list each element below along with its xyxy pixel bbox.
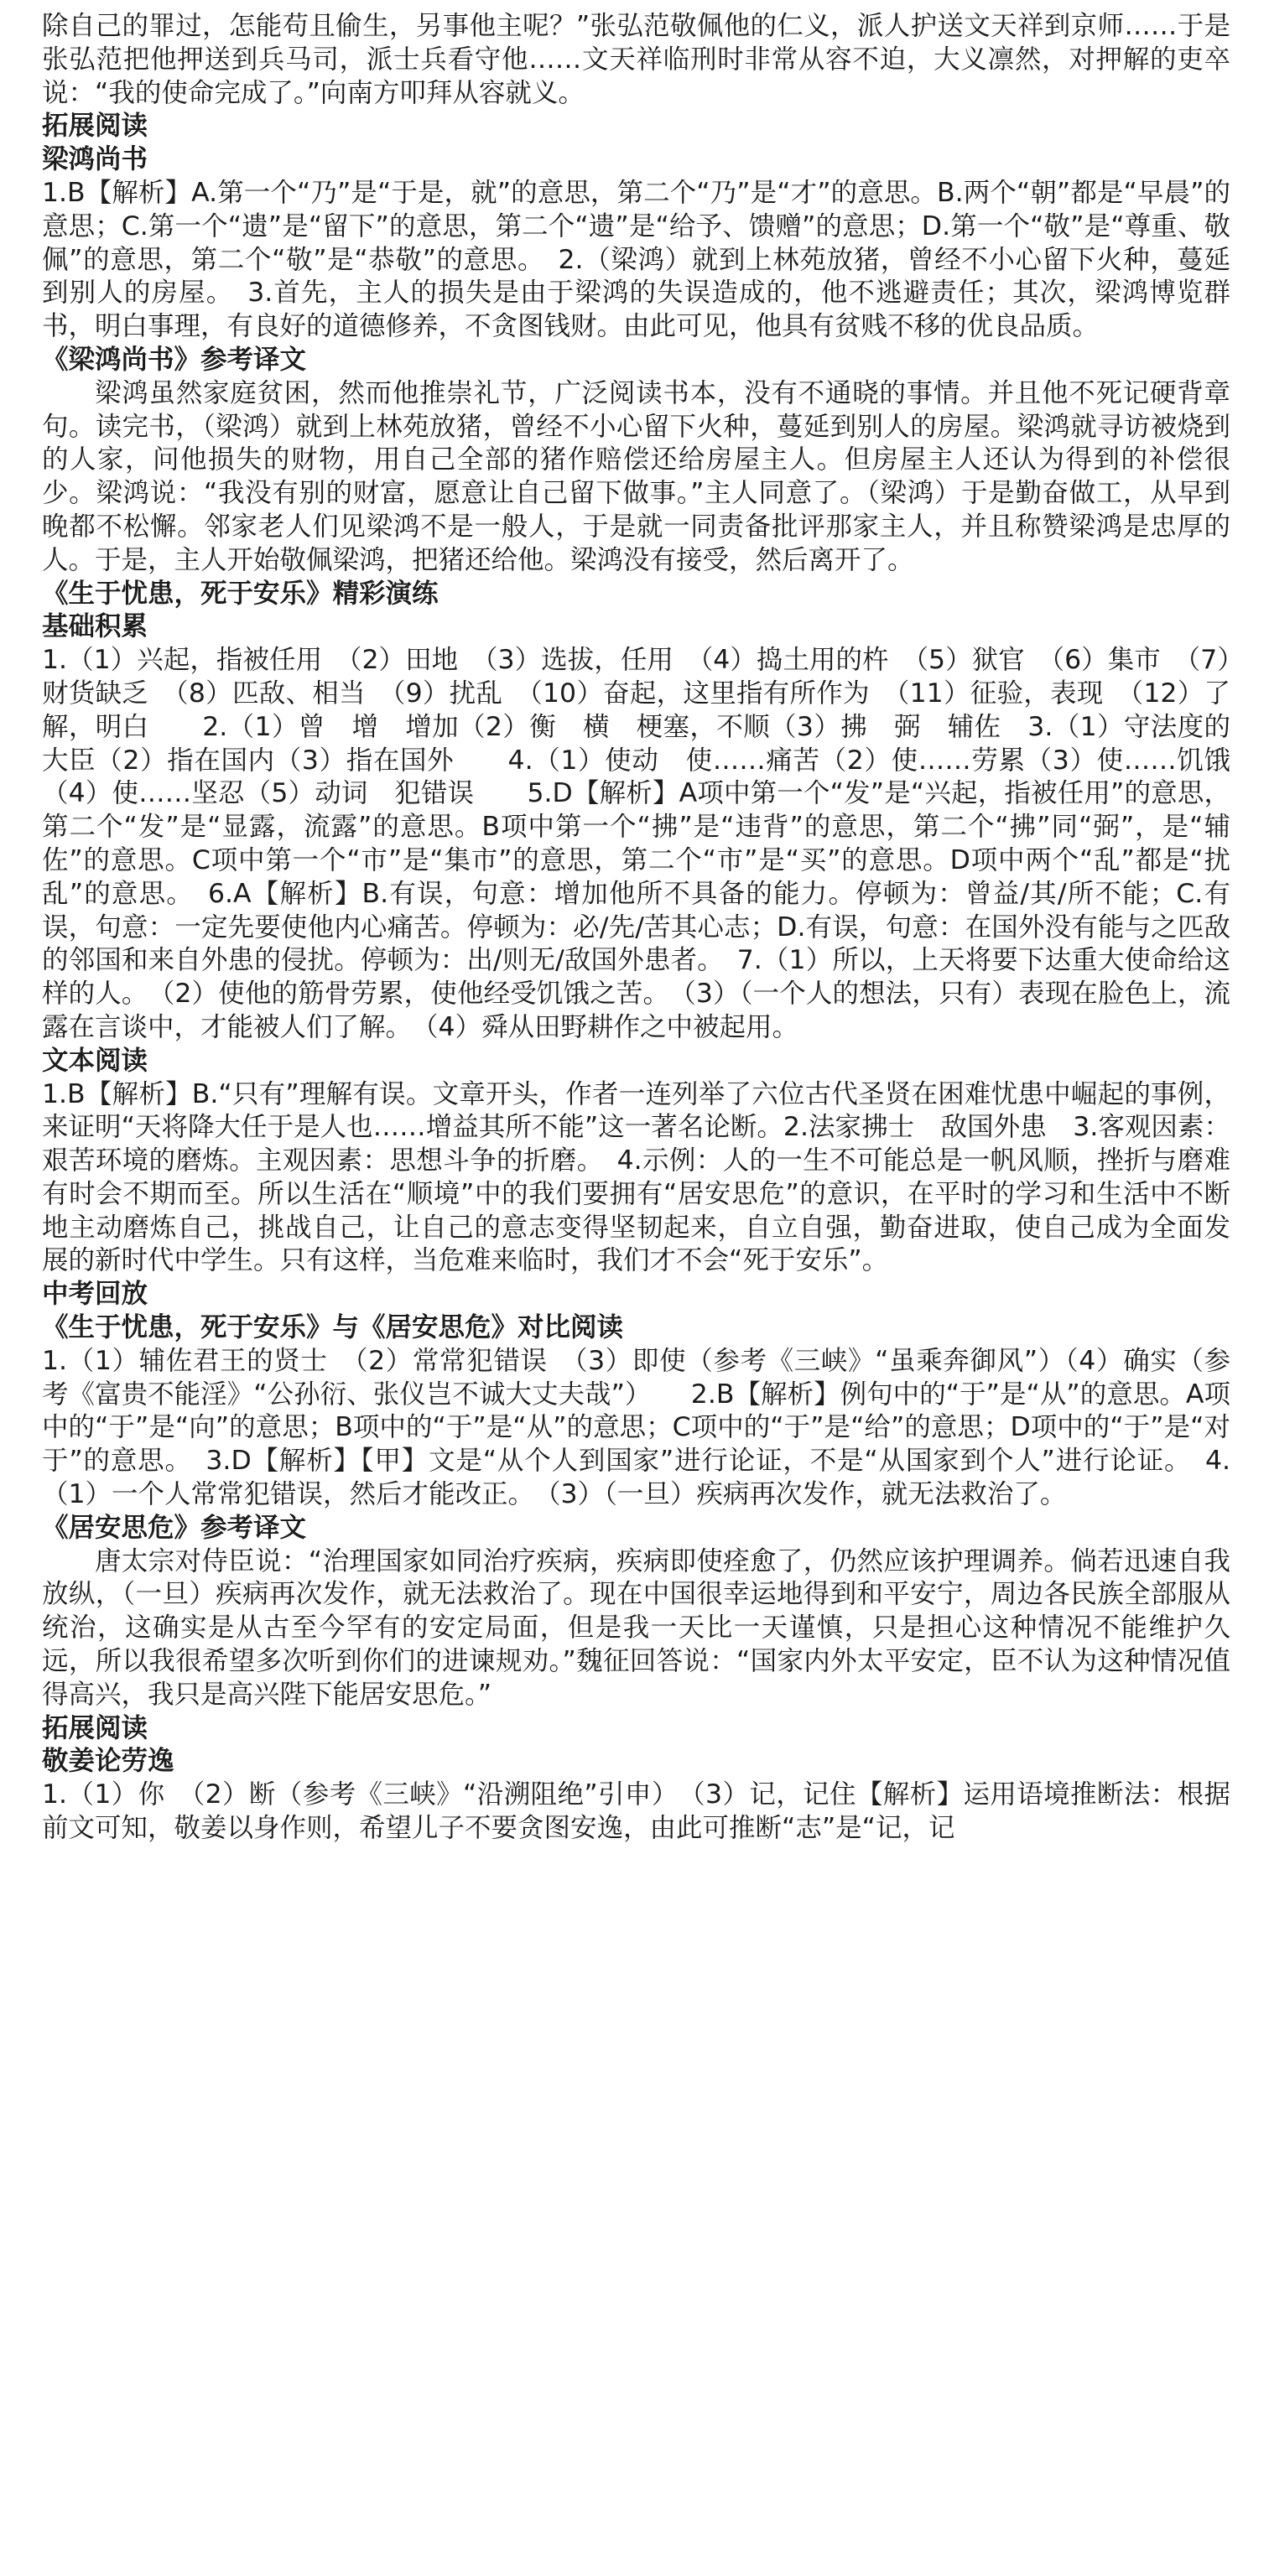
liang-hong-translation: 梁鸿虽然家庭贫困，然而他推崇礼节，广泛阅读书本，没有不通晓的事情。并且他不死记硬背章句。读完书，（梁鸿）就到上林苑放猪，曾经不小心留下火种，蔓延到别人的房屋。梁鸿就寻访被烧到的人家，问他损失的财物，用自己全部的猪作赔偿还给房屋主人。但房屋主人还认为得到的补偿很少。梁鸿说：“我没有别的财富，愿意让自己留下做事。”主人同意了。（梁鸿）于是勤奋做工，从早到晚都不松懈。邻家老人们见梁鸿不是一般人，于是就一同责备批评那家主人，并且称赞梁鸿是忠厚的人。于是，主人开始敬佩梁鸿，把猪还给他。梁鸿没有接受，然后离开了。 (42, 377, 1230, 575)
liang-hong-answers: 1.B【解析】A.第一个“乃”是“于是，就”的意思，第二个“乃”是“才”的意思。B.两个“朝”都是“早晨”的意思；C.第一个“遗”是“留下”的意思，第二个“遗”是“给予、馈赠”的意思；D.第一个“敬”是“尊重、敬佩”的意思，第二个“敬”是“恭敬”的意思。 2.（梁鸿）就到上林苑放猪，曾经不小心留下火种，蔓延到别人的房屋。 3.首先，主人的损失是由于梁鸿的失误造成的，他不逃避责任；其次，梁鸿博览群书，明白事理，有良好的道德修养，不贪图钱财。由此可见，他具有贫贱不移的优良品质。 (42, 177, 1230, 342)
intro-translation-end: 除自己的罪过，怎能苟且偷生，另事他主呢？”张弘范敬佩他的仁义，派人护送文天祥到京师……于是张弘范把他押送到兵马司，派士兵看守他……文天祥临刑时非常从容不迫，大义凛然，对押解的吏卒说：“我的使命完成了。”向南方叩拜从容就义。 (42, 11, 1230, 108)
jing-jiang-answers: 1.（1）你 （2）断（参考《三峡》“沿溯阻绝”引申） （3）记，记住【解析】运用语境推断法：根据前文可知，敬姜以身作则，希望儿子不要贪图安逸，由此可推断“志”是“记，记 (42, 1779, 1230, 1844)
comparison-reading-answers: 1.（1）辅佐君王的贤士 （2）常常犯错误 （3）即使（参考《三峡》“虽乘奔御风”）（4）确实（参考《富贵不能淫》“公孙衍、张仪岂不诚大丈夫哉”） 2.B【解析】例句中的“于”是“从”的意思。A项中的“于”是“向”的意思；B项中的“于”是“从”的意思；C项中的“于”是“给”的意思；D项中的“于”是“对于”的意思。 3.D【解析】【甲】文是“从个人到国家”进行论证，不是“从国家到个人”进行论证。 4.（1）一个人常常犯错误，然后才能改正。 （3）（一旦）疾病再次发作，就无法救治了。 (42, 1345, 1230, 1510)
section-heading-exam-review: 中考回放 (42, 1279, 148, 1310)
section-heading-extended-reading-2: 拓展阅读 (42, 1712, 148, 1743)
lesson-title-shengyu-youhuan: 《生于忧患，死于安乐》精彩演练 (42, 578, 439, 609)
comparison-reading-title: 《生于忧患，死于安乐》与《居安思危》对比阅读 (42, 1312, 624, 1343)
section-heading-extended-reading: 拓展阅读 (42, 111, 148, 142)
passage-title-liang-hong: 梁鸿尚书 (42, 144, 148, 175)
juan-si-wei-translation: 唐太宗对侍臣说：“治理国家如同治疗疾病，疾病即使痊愈了，仍然应该护理调养。倘若迅速自我放纵，（一旦）疾病再次发作，就无法救治了。现在中国很幸运地得到和平安宁，周边各民族全部服从统治，这确实是从古至今罕有的安定局面，但是我一天比一天谨慎，只是担心这种情况不能维护久远，所以我很希望多次听到你们的进谏规劝。”魏征回答说：“国家内外太平安定，臣不认为这种情况值得高兴，我只是高兴陛下能居安思危。” (42, 1545, 1230, 1710)
liang-hong-translation-title: 《梁鸿尚书》参考译文 (42, 344, 307, 375)
text-reading-answers: 1.B【解析】B.“只有”理解有误。文章开头，作者一连列举了六位古代圣贤在困难忧患中崛起的事例，来证明“天将降大任于是人也……增益其所不能”这一著名论断。2.法家拂士 敌国外患 3.客观因素：艰苦环境的磨炼。主观因素：思想斗争的折磨。 4.示例：人的一生不可能总是一帆风顺，挫折与磨难有时会不期而至。所以生活在“顺境”中的我们要拥有“居安思危”的意识，在平时的学习和生活中不断地主动磨炼自己，挑战自己，让自己的意志变得坚韧起来，自立自强，勤奋进取，使自己成为全面发展的新时代中学生。只有这样，当危难来临时，我们才不会“死于安乐”。 (42, 1078, 1230, 1276)
passage-title-jing-jiang: 敬姜论劳逸 (42, 1746, 174, 1777)
section-heading-text-reading: 文本阅读 (42, 1045, 148, 1076)
basics-answers: 1.（1）兴起，指被任用 （2）田地 （3）选拔，任用 （4）捣土用的杵 （5）狱官 （6）集市 （7）财货缺乏 （8）匹敌、相当 （9）扰乱 （10）奋起，这里指有所作为 （11）征验，表现 （12）了解，明白 2.（1）曾 增 增加（2）衡 横 梗塞，不顺（3）拂 弼 辅佐 3.（1）守法度的大臣（2）指在国内（3）指在国外 4.（1）使动 使……痛苦（2）使……劳累（3）使……饥饿（4）使……坚忍（5）动词 犯错误 5.D【解析】A项中第一个“发”是“兴起，指被任用”的意思，第二个“发”是“显露，流露”的意思。B项中第一个“拂”是“违背”的意思，第二个“拂”同“弼”，是“辅佐”的意思。C项中第一个“市”是“集市”的意思，第二个“市”是“买”的意思。D项中两个“乱”都是“扰乱”的意思。 6.A【解析】B.有误，句意：增加他所不具备的能力。停顿为：曾益/其/所不能；C.有误，句意：一定先要使他内心痛苦。停顿为：必/先/苦其心志；D.有误，句意：在国外没有能与之匹敌的邻国和来自外患的侵扰。停顿为：出/则无/敌国外患者。 7.（1）所以，上天将要下达重大使命给这样的人。 （2）使他的筋骨劳累，使他经受饥饿之苦。 （3）（一个人的想法，只有）表现在脸色上，流露在言谈中，才能被人们了解。 （4）舜从田野耕作之中被起用。 (42, 645, 1230, 1042)
section-heading-basics: 基础积累 (42, 611, 148, 642)
juan-si-wei-translation-title: 《居安思危》参考译文 (42, 1512, 307, 1543)
